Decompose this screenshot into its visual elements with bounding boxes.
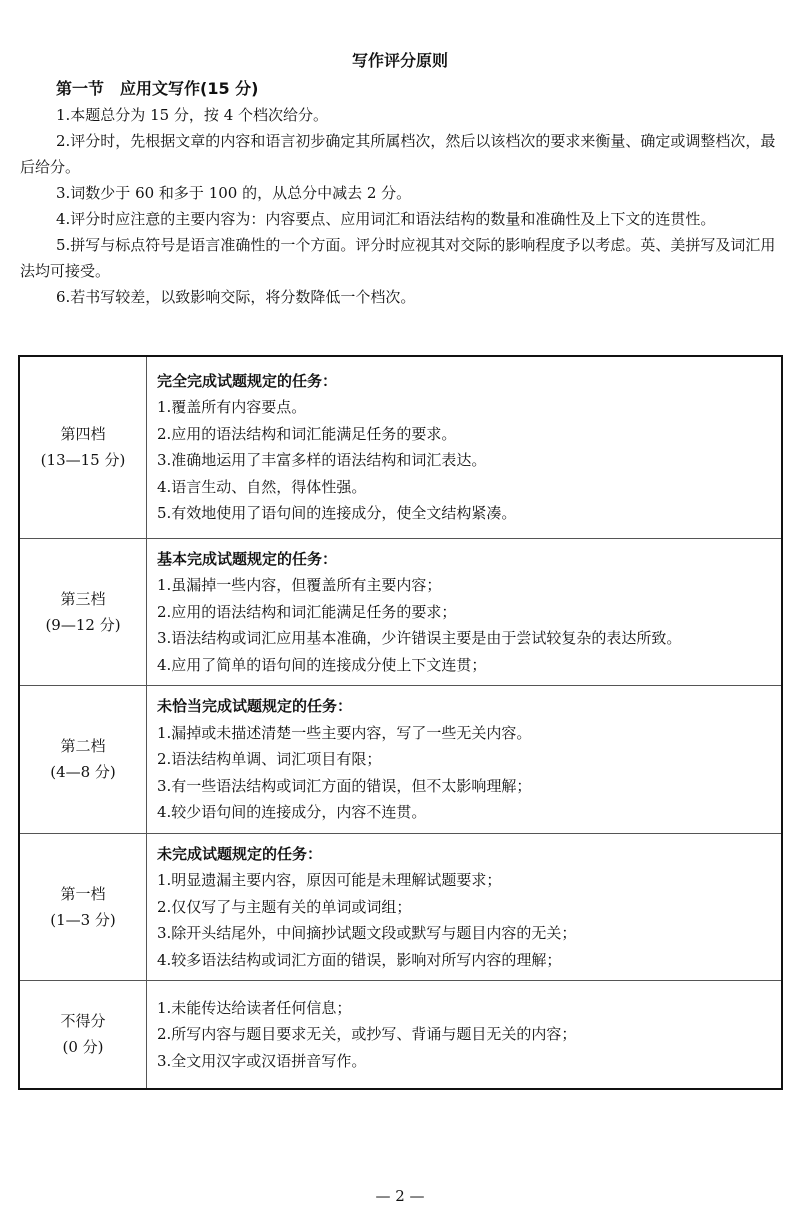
- criteria-item: 1.虽漏掉一些内容，但覆盖所有主要内容；: [157, 576, 442, 594]
- criteria-item: 3.准确地运用了丰富多样的语法结构和词汇表达。: [157, 451, 487, 470]
- criteria-item: 3.除开头结尾外，中间摘抄试题文段或默写与题目内容的无关；: [157, 924, 577, 942]
- level-description-cell: [147, 686, 783, 834]
- level-row: [19, 538, 782, 686]
- criteria-item: 3.全文用汉字或汉语拼音写作。: [157, 1051, 367, 1070]
- level-label-cell: [19, 686, 147, 834]
- rule-item: 5.拼写与标点符号是语言准确性的一个方面。评分时应视其对交际的影响程度予以考虑。英、美拼写及词汇用法均可接受。: [20, 236, 776, 280]
- rule-item: 3.词数少于 60 和多于 100 的，从总分中减去 2 分。: [56, 184, 412, 202]
- criteria-item: 4.应用了简单的语句间的连接成分使上下文连贯；: [157, 655, 487, 674]
- criteria-item: 1.明显遗漏主要内容，原因可能是未理解试题要求；: [157, 871, 502, 889]
- level-heading: 基本完成试题规定的任务：: [157, 549, 338, 568]
- level-description-cell: [147, 833, 783, 981]
- level-range: (1—3 分): [50, 910, 116, 929]
- level-heading: 未完成试题规定的任务：: [157, 844, 323, 863]
- rule-item: 4.评分时应注意的主要内容为：内容要点、应用词汇和语法结构的数量和准确性及上下文的连贯性。: [56, 210, 716, 228]
- page-title: 写作评分原则: [351, 51, 448, 70]
- level-label-cell: [19, 833, 147, 981]
- criteria-item: 1.漏掉或未描述清楚一些主要内容，写了一些无关内容。: [157, 723, 532, 742]
- criteria-item: 5.有效地使用了语句间的连接成分，使全文结构紧凑。: [157, 504, 517, 523]
- criteria-item: 2.所写内容与题目要求无关，或抄写、背诵与题目无关的内容；: [157, 1025, 577, 1043]
- level-row: [19, 356, 782, 538]
- level-label-cell: [19, 356, 147, 538]
- criteria-item: 2.语法结构单调、词汇项目有限；: [157, 750, 382, 768]
- criteria-item: 2.应用的语法结构和词汇能满足任务的要求。: [157, 424, 457, 443]
- criteria-item: 4.较多语法结构或词汇方面的错误，影响对所写内容的理解；: [157, 950, 562, 969]
- level-heading: 完全完成试题规定的任务：: [157, 371, 338, 390]
- level-description-cell: [147, 981, 783, 1089]
- page-number: — 2 —: [375, 1187, 425, 1205]
- rules-list: [20, 102, 784, 310]
- criteria-item: 1.覆盖所有内容要点。: [157, 398, 307, 417]
- criteria-item: 3.有一些语法结构或词汇方面的错误，但不太影响理解；: [157, 776, 532, 795]
- rule-item: 2.评分时，先根据文章的内容和语言初步确定其所属档次，然后以该档次的要求来衡量、确定或调整档次，最后给分。: [20, 132, 776, 176]
- criteria-item: 4.较少语句间的连接成分，内容不连贯。: [157, 803, 427, 821]
- level-label-cell: [19, 538, 147, 686]
- level-name: 第四档: [60, 425, 106, 444]
- level-range: (13—15 分): [40, 451, 126, 470]
- level-name: 第一档: [60, 884, 106, 903]
- level-row: [19, 981, 782, 1089]
- grading-table: [18, 355, 783, 1090]
- level-name: 第三档: [60, 589, 106, 608]
- level-row: [19, 686, 782, 834]
- level-description-cell: [147, 356, 783, 538]
- rule-item: 1.本题总分为 15 分，按 4 个档次给分。: [56, 106, 329, 124]
- level-name: 不得分: [60, 1012, 106, 1031]
- level-range: (4—8 分): [50, 763, 116, 782]
- section-heading: 第一节 应用文写作(15 分): [56, 79, 259, 98]
- level-label-cell: [19, 981, 147, 1089]
- criteria-item: 2.应用的语法结构和词汇能满足任务的要求；: [157, 602, 457, 621]
- rule-item: 6.若书写较差，以致影响交际，将分数降低一个档次。: [56, 288, 416, 306]
- level-description-cell: [147, 538, 783, 686]
- criteria-item: 2.仅仅写了与主题有关的单词或词组；: [157, 897, 412, 916]
- level-row: [19, 833, 782, 981]
- level-name: 第二档: [60, 737, 106, 756]
- criteria-item: 1.未能传达给读者任何信息；: [157, 998, 352, 1017]
- level-range: (9—12 分): [45, 615, 121, 634]
- criteria-item: 3.语法结构或词汇应用基本准确，少许错误主要是由于尝试较复杂的表达所致。: [157, 629, 682, 647]
- level-heading: 未恰当完成试题规定的任务：: [157, 697, 353, 715]
- criteria-item: 4.语言生动、自然，得体性强。: [157, 477, 367, 496]
- level-range: (0 分): [62, 1038, 104, 1057]
